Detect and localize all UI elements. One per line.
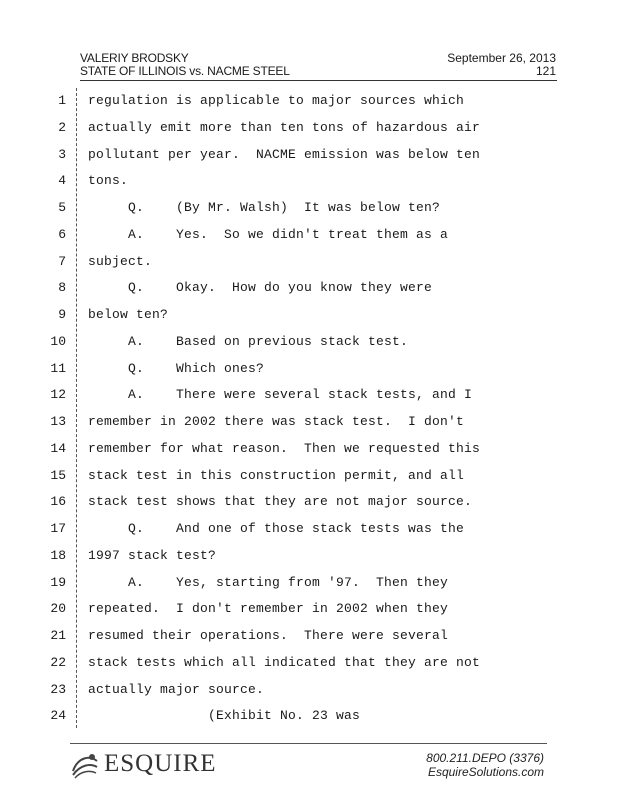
line-number: 19 xyxy=(50,574,66,590)
transcript-line xyxy=(0,623,619,650)
line-number: 10 xyxy=(50,333,66,349)
transcript-line xyxy=(0,409,619,436)
transcript-line xyxy=(0,302,619,329)
line-text: A. Yes. So we didn't treat them as a xyxy=(88,226,449,242)
line-number: 1 xyxy=(58,93,66,108)
line-text: pollutant per year. NACME emission was below ten xyxy=(88,146,481,162)
transcript-line xyxy=(0,677,619,704)
esquire-emblem-icon xyxy=(70,751,100,779)
line-text: stack test in this construction permit, and all xyxy=(88,467,465,483)
line-text: actually emit more than ten tons of hazardous air xyxy=(88,119,481,135)
transcript-line xyxy=(0,489,619,516)
line-number: 3 xyxy=(58,146,66,162)
page-number: 121 xyxy=(535,64,556,78)
witness-name: VALERIY BRODSKY xyxy=(80,51,189,65)
line-number: 9 xyxy=(58,307,66,322)
line-text: A. Yes, starting from '97. Then they xyxy=(88,574,449,590)
line-number: 14 xyxy=(50,440,66,456)
line-text: 1997 stack test? xyxy=(88,547,217,563)
line-number: 22 xyxy=(50,654,66,670)
case-caption xyxy=(80,52,290,78)
phone-number: 800.211.DEPO (3376) xyxy=(426,751,544,765)
transcript-line xyxy=(0,596,619,623)
transcript-line xyxy=(0,570,619,597)
line-text: Q. (By Mr. Walsh) It was below ten? xyxy=(88,200,441,215)
transcript-line xyxy=(0,88,619,115)
line-text: stack tests which all indicated that they are not xyxy=(88,654,481,670)
line-number: 23 xyxy=(50,681,66,697)
transcript-line xyxy=(0,275,619,302)
line-text: actually major source. xyxy=(88,681,265,697)
transcript-line xyxy=(0,142,619,169)
line-text: subject. xyxy=(88,253,153,269)
line-number: 6 xyxy=(58,226,66,242)
line-number: 8 xyxy=(58,280,66,296)
line-text: Q. Okay. How do you know they were xyxy=(88,280,433,296)
transcript-line xyxy=(0,650,619,677)
transcript-line xyxy=(0,463,619,490)
line-number: 24 xyxy=(50,708,66,724)
logo-wordmark: ESQUIRE xyxy=(104,750,217,777)
line-text: A. Based on previous stack test. xyxy=(88,333,409,349)
line-number: 18 xyxy=(50,547,66,563)
line-text: (Exhibit No. 23 was xyxy=(88,708,361,724)
line-text: below ten? xyxy=(88,307,169,322)
line-number: 2 xyxy=(58,119,66,135)
line-text: repeated. I don't remember in 2002 when they xyxy=(88,601,449,617)
line-text: stack test shows that they are not major source. xyxy=(88,494,473,510)
line-number: 11 xyxy=(50,360,66,376)
transcript-line xyxy=(0,115,619,142)
transcript-line xyxy=(0,382,619,409)
case-title: STATE OF ILLINOIS vs. NACME STEEL xyxy=(80,64,290,78)
header-divider xyxy=(80,80,557,81)
transcript-line xyxy=(0,703,619,730)
line-number: 15 xyxy=(50,467,66,483)
line-number: 12 xyxy=(50,387,66,403)
line-text: resumed their operations. There were several xyxy=(88,628,449,643)
line-number: 20 xyxy=(50,601,66,617)
transcript-line xyxy=(0,222,619,249)
esquire-logo xyxy=(68,747,238,785)
line-number: 13 xyxy=(50,414,66,429)
line-text: regulation is applicable to major sources which xyxy=(88,93,465,108)
transcript-line xyxy=(0,436,619,463)
line-number: 16 xyxy=(50,494,66,510)
website: EsquireSolutions.com xyxy=(427,765,544,779)
line-number: 5 xyxy=(58,200,66,215)
line-text: remember for what reason. Then we requested this xyxy=(88,440,481,456)
line-text: tons. xyxy=(88,173,129,189)
transcript-line xyxy=(0,249,619,276)
date-and-page xyxy=(447,52,556,78)
line-number: 7 xyxy=(58,253,66,269)
line-text: Q. Which ones? xyxy=(88,360,265,376)
line-text: Q. And one of those stack tests was the xyxy=(88,521,465,536)
line-number: 4 xyxy=(58,173,66,189)
transcript-line xyxy=(0,195,619,222)
line-text: remember in 2002 there was stack test. I don't xyxy=(88,414,465,429)
transcript-line xyxy=(0,329,619,356)
transcript-line xyxy=(0,543,619,570)
line-number: 17 xyxy=(50,521,66,536)
contact-info xyxy=(426,751,544,779)
line-number: 21 xyxy=(50,628,66,643)
transcript-line xyxy=(0,356,619,383)
transcript-line xyxy=(0,168,619,195)
transcript-line xyxy=(0,516,619,543)
deposition-date: September 26, 2013 xyxy=(447,51,556,65)
line-text: A. There were several stack tests, and I xyxy=(88,387,473,403)
footer-divider xyxy=(70,743,547,744)
